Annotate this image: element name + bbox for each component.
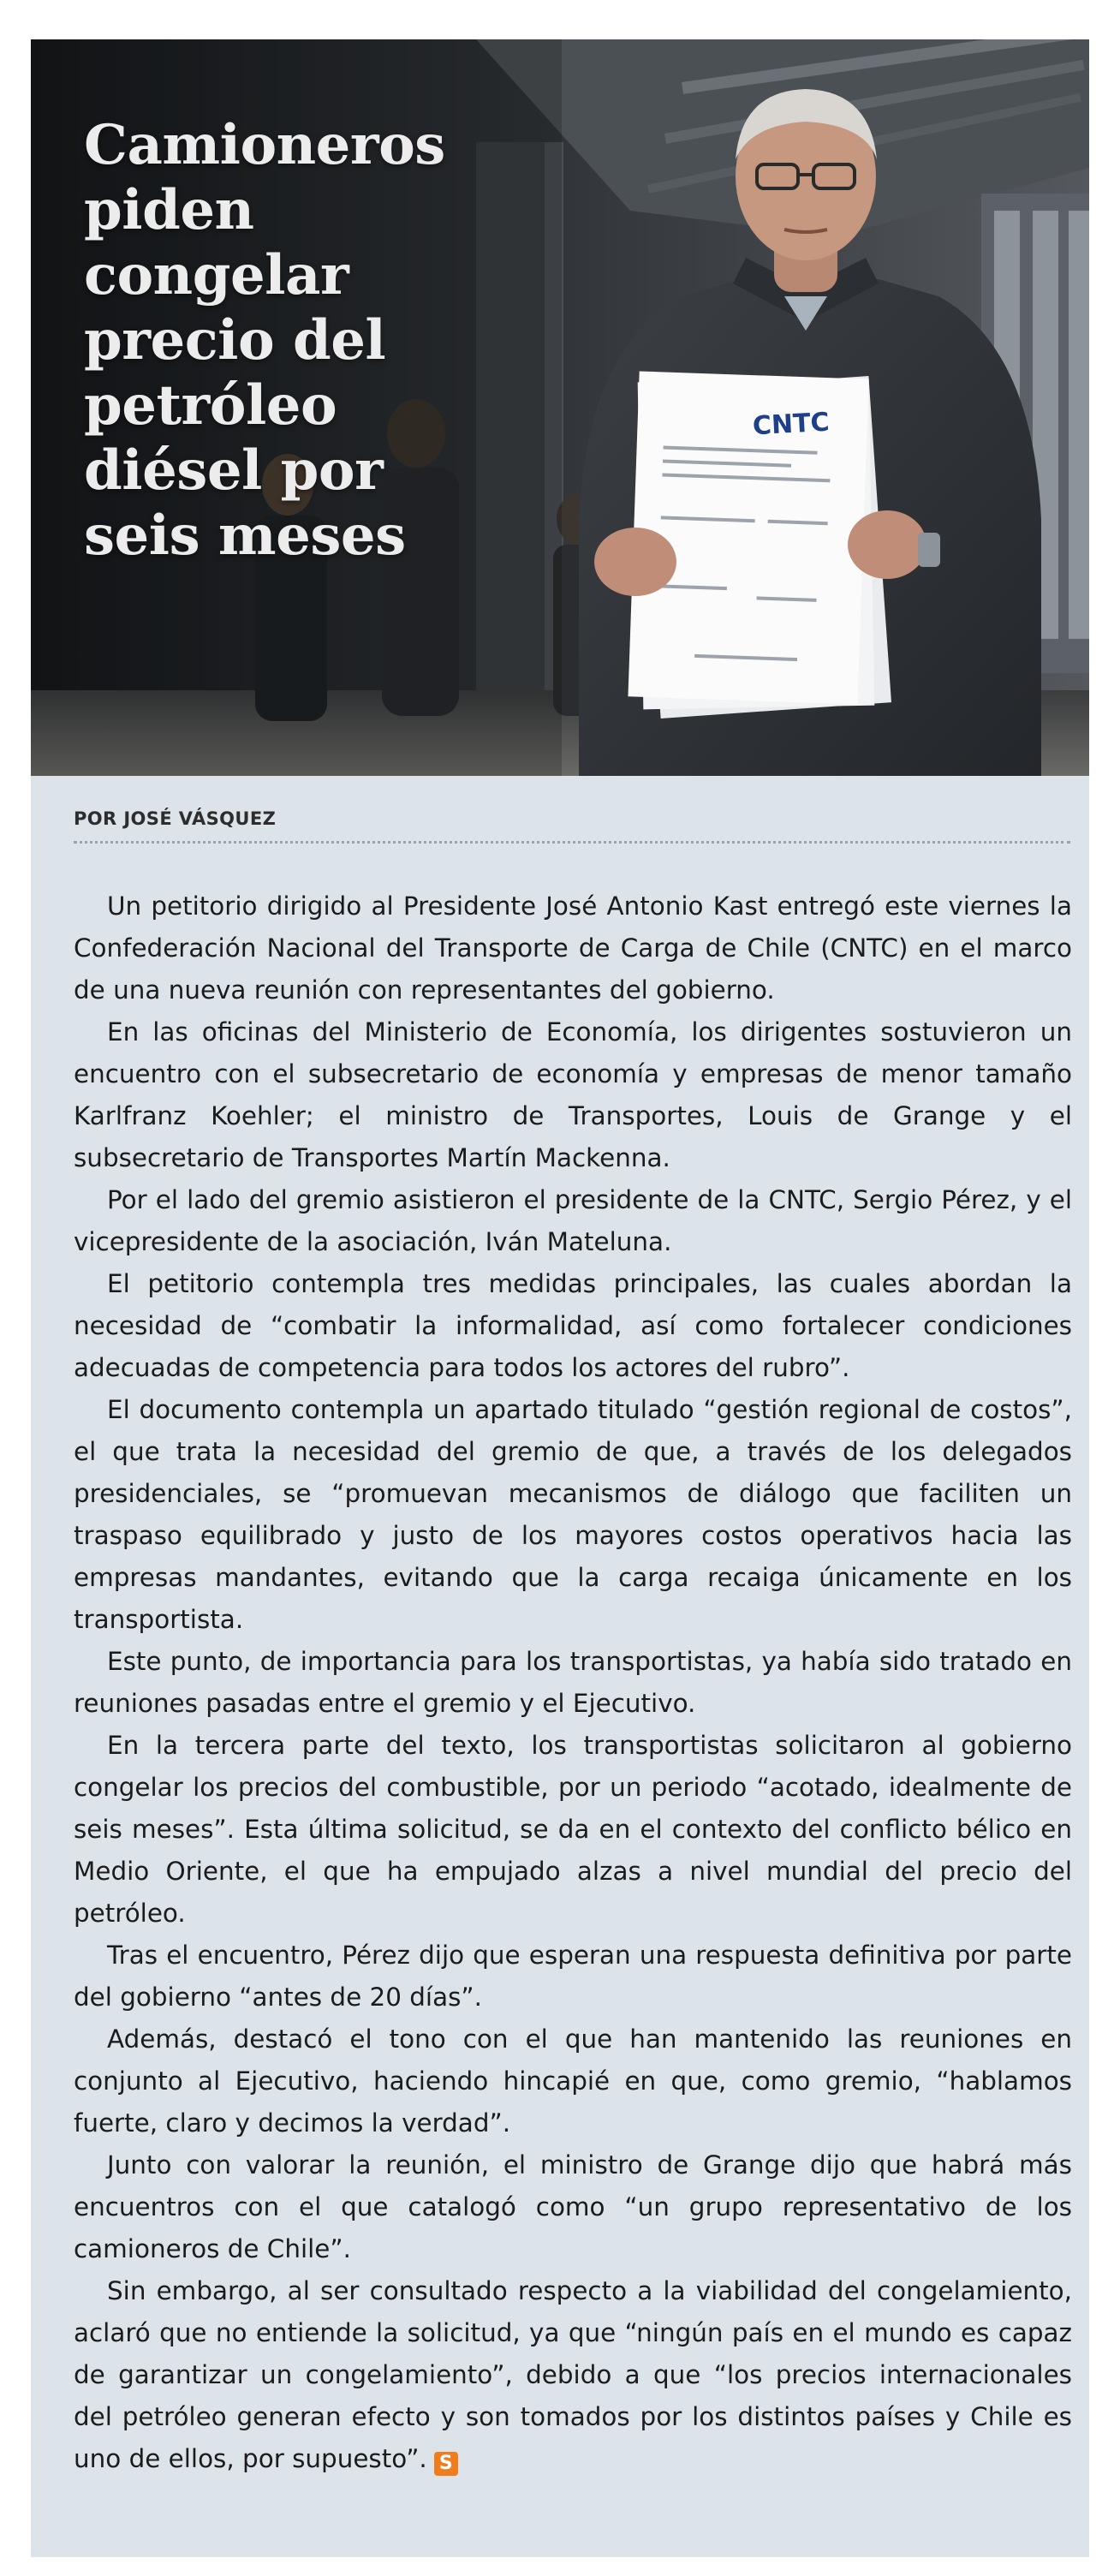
paragraph: En la tercera parte del texto, los transportistas solicitaron al gobierno congelar los precios del combustible, por un periodo “acotado, idealmente de seis meses”. Esta última solicitud, se da en el contexto del conflicto bélico en Medio Oriente, el que ha empujado alzas a nivel mundial del precio del petróleo. bbox=[74, 1731, 1072, 1928]
paragraph: Por el lado del gremio asistieron el presidente de la CNTC, Sergio Pérez, y el vicepresidente de la asociación, Iván Mateluna. bbox=[74, 1185, 1072, 1256]
document-logo: CNTC bbox=[752, 407, 831, 442]
paragraph: Tras el encuentro, Pérez dijo que esperan una respuesta definitiva por parte del gobierno “antes de 20 días”. bbox=[74, 1941, 1072, 2012]
paragraph: Junto con valorar la reunión, el ministro de Grange dijo que habrá más encuentros con el que catalogó como “un grupo representativo de los camioneros de Chile”. bbox=[74, 2150, 1072, 2263]
paragraph: En las oficinas del Ministerio de Economía, los dirigentes sostuvieron un encuentro con el subsecretario de economía y empresas de menor tamaño Karlfranz Koehler; el ministro de Transportes, Louis de Grange y el subsecretario de Transportes Martín Mackenna. bbox=[74, 1017, 1072, 1172]
paragraph: Este punto, de importancia para los transportistas, ya había sido tratado en reuniones pasadas entre el gremio y el Ejecutivo. bbox=[74, 1647, 1072, 1718]
headline: Camioneros piden congelar precio del petróleo diésel por seis meses bbox=[84, 113, 445, 568]
paragraph: Además, destacó el tono con el que han mantenido las reuniones en conjunto al Ejecutivo, haciendo hincapié en que, como gremio, “hablamos fuerte, claro y decimos la verdad”. bbox=[74, 2024, 1072, 2138]
end-mark-icon: S bbox=[434, 2452, 458, 2476]
article bbox=[31, 39, 1089, 2557]
byline-divider bbox=[74, 841, 1070, 844]
paragraph: Un petitorio dirigido al Presidente José Antonio Kast entregó este viernes la Confederación Nacional del Transporte de Carga de Chile (CNTC) en el marco de una nueva reunión con representantes del gobierno. bbox=[74, 891, 1072, 1005]
article-body bbox=[74, 886, 1072, 2480]
paragraph-last bbox=[74, 2270, 1072, 2480]
hero-photo bbox=[31, 39, 1089, 776]
paragraph: El documento contempla un apartado titulado “gestión regional de costos”, el que trata la necesidad del gremio de que, a través de los delegados presidenciales, se “promuevan mecanismos de diálogo que faciliten un traspaso equilibrado y justo de los mayores costos operativos hacia las empresas mandantes, evitando que la carga recaiga únicamente en los transportista. bbox=[74, 1395, 1072, 1634]
byline: POR JOSÉ VÁSQUEZ bbox=[74, 808, 277, 829]
paragraph-text: Sin embargo, al ser consultado respecto a la viabilidad del congelamiento, aclaró que no entiende la solicitud, ya que “ningún país en el mundo es capaz de garantizar un congelamiento”, debido a que “los precios internacionales del petróleo generan efecto y son tomados por los distintos países y Chile es uno de ellos, por supuesto”. bbox=[74, 2276, 1072, 2473]
paragraph: El petitorio contempla tres medidas principales, las cuales abordan la necesidad de “combatir la informalidad, así como fortalecer condiciones adecuadas de competencia para todos los actores del rubro”. bbox=[74, 1269, 1072, 1382]
